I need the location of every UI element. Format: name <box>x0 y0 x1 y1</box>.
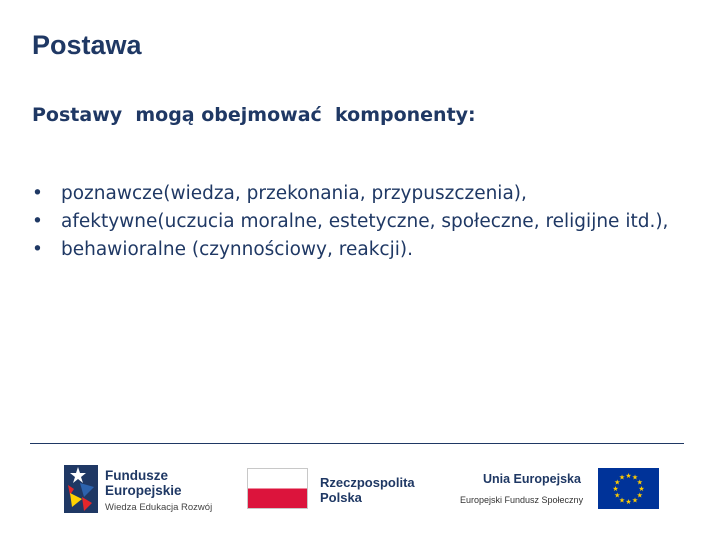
europejski-fundusz-spoleczny-name: Europejski Fundusz Społeczny <box>460 495 584 505</box>
eu-star-icon: ★ <box>614 478 621 487</box>
eu-star-icon: ★ <box>618 473 626 482</box>
footer-logos <box>0 455 720 525</box>
bullet-icon: • <box>32 211 43 232</box>
eu-star-icon: ★ <box>625 472 632 480</box>
list-item-text: afektywne(uczucia moralne, estetyczne, społeczne, religijne itd.), <box>61 211 669 232</box>
eu-star-icon: ★ <box>625 498 632 506</box>
eu-star-icon: ★ <box>636 478 643 487</box>
eu-star-icon: ★ <box>636 491 643 500</box>
rzeczpospolita-polska-name: Rzeczpospolita Polska <box>320 475 415 505</box>
fundusze-europejskie-name: Fundusze Europejskie <box>105 468 182 498</box>
footer-divider <box>30 443 684 444</box>
eu-star-icon: ★ <box>612 485 619 493</box>
bullet-list <box>32 180 672 264</box>
eu-flag-icon <box>598 468 659 509</box>
fundusze-europejskie-tagline: Wiedza Edukacja Rozwój <box>105 502 213 513</box>
eu-star-icon: ★ <box>618 496 626 505</box>
list-item-text: behawioralne (czynnościowy, reakcji). <box>61 239 413 260</box>
bullet-icon: • <box>32 239 43 260</box>
list-item-text: poznawcze(wiedza, przekonania, przypuszczenia), <box>61 183 527 204</box>
eu-star-icon: ★ <box>631 473 639 482</box>
subtitle: Postawy mogą obejmować komponenty: <box>32 104 476 126</box>
list-item <box>32 180 672 208</box>
bullet-icon: • <box>32 183 43 204</box>
eu-star-icon: ★ <box>638 485 645 493</box>
list-item <box>32 208 672 236</box>
list-item <box>32 236 672 264</box>
polish-flag-icon <box>247 468 308 509</box>
unia-europejska-name: Unia Europejska <box>483 472 581 486</box>
page-title: Postawa <box>32 30 142 60</box>
eu-star-icon: ★ <box>614 491 621 500</box>
eu-star-icon: ★ <box>631 496 639 505</box>
fundusze-europejskie-logo-icon <box>62 463 100 515</box>
